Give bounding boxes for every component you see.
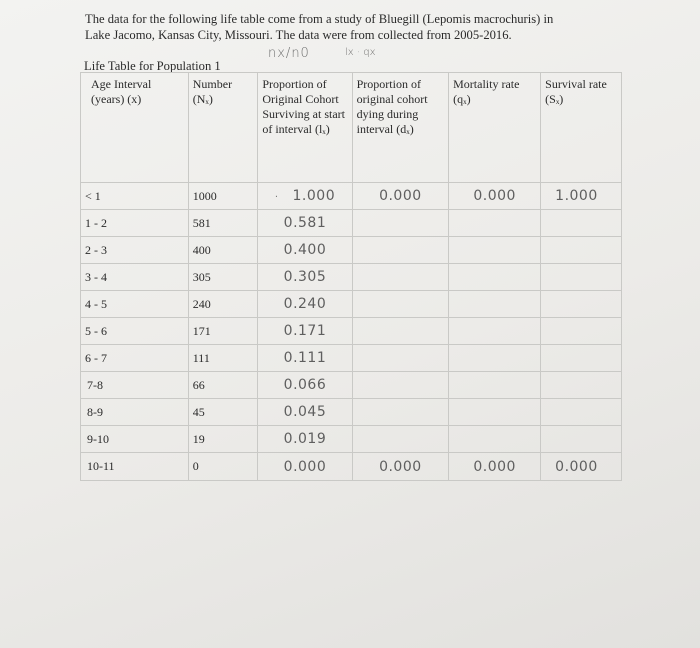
qx-cell: 0.000	[449, 183, 541, 210]
header-row	[81, 73, 622, 183]
table-row	[81, 318, 622, 345]
table-row	[81, 237, 622, 264]
lx-cell: 0.045	[258, 399, 352, 426]
table-row	[81, 372, 622, 399]
lx-cell: 0.305	[258, 264, 352, 291]
sx-cell	[541, 237, 622, 264]
qx-cell	[449, 372, 541, 399]
number-cell: 305	[188, 264, 258, 291]
header-age: Age Interval (years) (x)	[81, 73, 189, 183]
dx-cell	[352, 399, 449, 426]
qx-cell	[449, 291, 541, 318]
sx-cell	[541, 291, 622, 318]
handwritten-formula-dx: lx · qx	[345, 47, 376, 58]
qx-cell	[449, 318, 541, 345]
dx-cell: 0.000	[352, 453, 449, 481]
table-row	[81, 426, 622, 453]
qx-cell	[449, 399, 541, 426]
lx-cell: · 1.000	[258, 183, 352, 210]
intro-text	[85, 11, 645, 43]
qx-cell	[449, 264, 541, 291]
intro-line-2: Lake Jacomo, Kansas City, Missouri. The data were from collected from 2005-2016.	[85, 28, 512, 42]
number-cell: 171	[188, 318, 258, 345]
lx-cell: 0.171	[258, 318, 352, 345]
sx-cell	[541, 372, 622, 399]
age-cell: 10-11	[81, 453, 189, 481]
age-cell: 7-8	[81, 372, 189, 399]
table-row	[81, 453, 622, 481]
number-cell: 111	[188, 345, 258, 372]
age-cell: 1 - 2	[81, 210, 189, 237]
sx-cell	[541, 399, 622, 426]
qx-cell	[449, 237, 541, 264]
qx-cell	[449, 210, 541, 237]
table-row	[81, 345, 622, 372]
dx-cell	[352, 372, 449, 399]
sx-cell: 1.000	[541, 183, 622, 210]
sx-cell	[541, 210, 622, 237]
sx-cell	[541, 345, 622, 372]
dx-cell	[352, 318, 449, 345]
age-cell: 6 - 7	[81, 345, 189, 372]
dx-cell	[352, 345, 449, 372]
age-cell: 5 - 6	[81, 318, 189, 345]
header-dx: Proportion of original cohort dying during interval (dₓ)	[352, 73, 449, 183]
pen-dot: ·	[274, 192, 279, 203]
qx-cell: 0.000	[449, 453, 541, 481]
number-cell: 581	[188, 210, 258, 237]
dx-cell	[352, 210, 449, 237]
lx-cell: 0.019	[258, 426, 352, 453]
table-row	[81, 183, 622, 210]
age-cell: < 1	[81, 183, 189, 210]
header-number: Number (Nₓ)	[188, 73, 258, 183]
age-cell: 8-9	[81, 399, 189, 426]
qx-cell	[449, 345, 541, 372]
header-sx: Survival rate (Sₓ)	[541, 73, 622, 183]
number-cell: 45	[188, 399, 258, 426]
dx-cell	[352, 426, 449, 453]
header-qx: Mortality rate (qₓ)	[449, 73, 541, 183]
sx-cell	[541, 318, 622, 345]
table-title: Life Table for Population 1	[84, 59, 221, 73]
number-cell: 66	[188, 372, 258, 399]
table-row	[81, 291, 622, 318]
number-cell: 19	[188, 426, 258, 453]
intro-line-1: The data for the following life table come from a study of Bluegill (Lepomis macrochuris) in	[85, 12, 554, 26]
number-cell: 400	[188, 237, 258, 264]
life-table	[80, 72, 622, 481]
dx-cell	[352, 237, 449, 264]
dx-cell: 0.000	[352, 183, 449, 210]
header-lx: Proportion of Original Cohort Surviving at start of interval (lₓ)	[258, 73, 352, 183]
age-cell: 4 - 5	[81, 291, 189, 318]
sx-cell	[541, 426, 622, 453]
lx-cell: 0.066	[258, 372, 352, 399]
lx-cell: 0.581	[258, 210, 352, 237]
age-cell: 2 - 3	[81, 237, 189, 264]
sx-cell	[541, 264, 622, 291]
lx-cell: 0.400	[258, 237, 352, 264]
qx-cell	[449, 426, 541, 453]
age-cell: 9-10	[81, 426, 189, 453]
age-cell: 3 - 4	[81, 264, 189, 291]
table-row	[81, 399, 622, 426]
sx-cell: 0.000	[541, 453, 622, 481]
lx-cell: 0.240	[258, 291, 352, 318]
table-row	[81, 210, 622, 237]
handwritten-formula-lx: nx/n0	[268, 46, 310, 61]
number-cell: 240	[188, 291, 258, 318]
number-cell: 1000	[188, 183, 258, 210]
lx-cell: 0.111	[258, 345, 352, 372]
lx-cell: 0.000	[258, 453, 352, 481]
number-cell: 0	[188, 453, 258, 481]
dx-cell	[352, 291, 449, 318]
table-row	[81, 264, 622, 291]
dx-cell	[352, 264, 449, 291]
